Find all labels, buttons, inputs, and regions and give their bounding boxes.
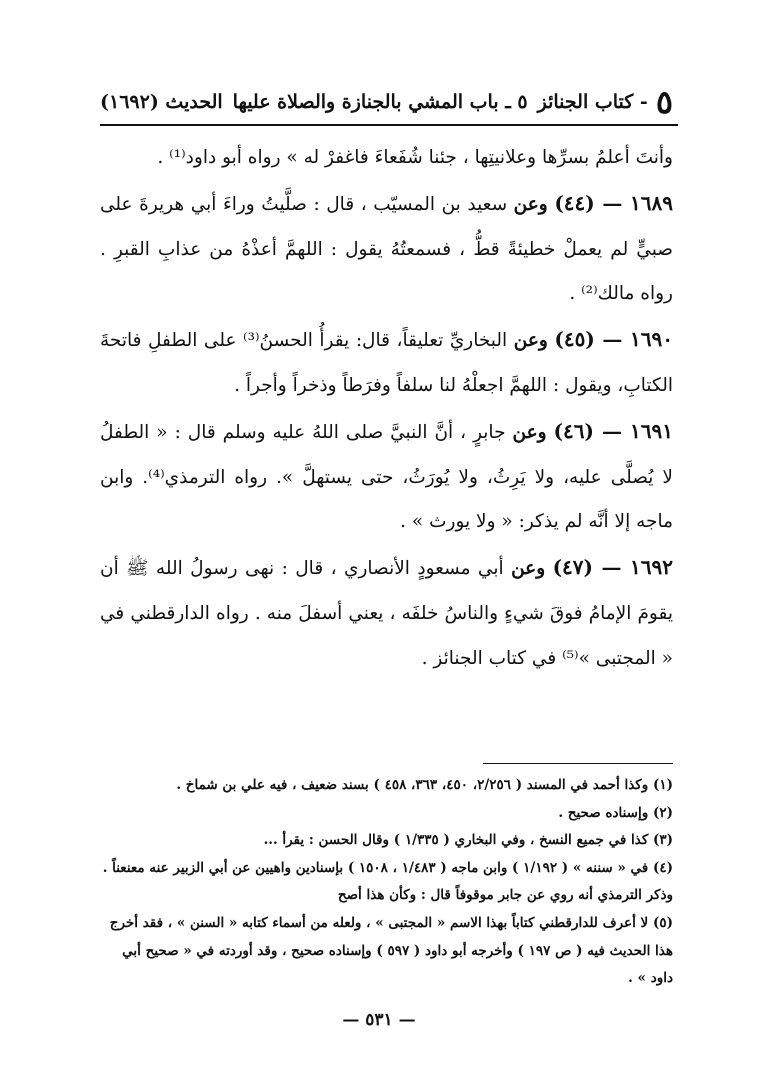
footnote-4: (٤) في « سننه » ( ١/١٩٢ ) وابن ماجه ( ١/٤٨٣ ، ١٥٠٨ ) بإسنادين واهيين عن أبي الزبير عنه معنعناً . وذكر الترمذي أنه روي عن جابر موقوفاً قال : وكأن هذا أصح [102, 859, 673, 904]
hadith-text: جابرٍ ، أنَّ النبيَّ صلى اللهُ عليه وسلم قال : « الطفلُ لا يُصلَّى عليه، ولا يَرِثُ، ولا يُورَثُ، حتى يستهلَّ ». رواه الترمذي⁽⁴⁾. وابن ماجه إلا أنَّه لم يذكر: « ولا يورث » . [100, 421, 673, 533]
chapter-heading [537, 83, 673, 121]
footnotes [100, 772, 673, 993]
header-divider [100, 124, 678, 126]
hadith-text: سعيد بن المسيّب ، قال : صلَّيتُ وراءَ أبي هريرةَ على صبيٍّ لم يعملْ خطيئةً قطُّ ، فسمعتُهُ يقول : اللهمَّ أعذْهُ من عذابِ القبرِ . رواه مالك⁽²⁾ . [100, 193, 673, 305]
hadith-source-word: وعن [511, 558, 546, 580]
page-header [100, 84, 673, 120]
hadith-number: ١٦٨٩ — (٤٤) [554, 190, 674, 215]
page-number: — ٥٣١ — [342, 1010, 416, 1030]
hadith-number: ١٦٩١ — (٤٦) [553, 418, 673, 443]
main-text [100, 136, 673, 682]
hadith-source-word: وعن [512, 421, 547, 443]
footnote-divider [483, 763, 673, 764]
hadith-source-word: وعن [513, 330, 548, 352]
hadith-text: أبي مسعودٍ الأنصاري ، قال : نهى رسولُ الله ﷺ أن يقومَ الإمامُ فوقَ شيءٍ والناسُ خلفَه ، يعني أسفلَ منه . رواه الدارقطني في « المجتبى »⁽⁵⁾ في كتاب الجنائز . [100, 558, 673, 669]
footnote-1: (١) وكذا أحمد في المسند ( ٢/٢٥٦، ٤٥٠، ٣٦٣، ٤٥٨ ) بسند ضعيف ، فيه علي بن شماخ . [176, 777, 673, 793]
footnote-2: (٢) وإسناده صحيح . [558, 804, 673, 821]
hadith-reference: الحديث (١٦٩٢) [100, 91, 223, 113]
chapter-number: ٥ [655, 83, 673, 121]
hadith-number: ١٦٩٢ — (٤٧) [552, 555, 673, 580]
chapter-title: - كتاب الجنائز [537, 91, 648, 113]
hadith-source-word: وعن [513, 193, 548, 215]
hadith-1692 [100, 545, 673, 681]
hadith-1689 [100, 181, 673, 317]
section-title: ٥ ـ باب المشي بالجنازة والصلاة عليها [232, 91, 528, 113]
hadith-1691 [100, 409, 673, 545]
hadith-text: البخاريِّ تعليقاً، قال: يقرأُ الحسنُ⁽³⁾ على الطفلِ فاتحةَ الكتابِ، ويقول : اللهمَّ اجعلْهُ لنا سلفاً وفرَطاً وذخراً وأجراً . [100, 330, 673, 396]
hadith-number: ١٦٩٠ — (٤٥) [554, 327, 674, 352]
hadith-1690 [100, 317, 673, 409]
paragraph-continuation: وأنتَ أعلمُ بسرِّها وعلانيتِها ، جئنا شُفَعاءَ فاغفرْ له » رواه أبو داود⁽¹⁾ . [157, 147, 673, 168]
footnote-3: (٣) كذا في جميع النسخ ، وفي البخاري ( ١/٣٣٥ ) وقال الحسن : يقرأ ... [263, 832, 673, 849]
footnote-5: (٥) لا أعرف للدارقطني كتاباً بهذا الاسم « المجتبى » ، ولعله من أسماء كتابه « السنن » ، فقد أخرج هذا الحديث فيه ( ص ١٩٧ ) وأخرجه أبو داود ( ٥٩٧ ) وإسناده صحيح ، وقد أوردته في « صحيح أبي داود » . [109, 914, 673, 987]
